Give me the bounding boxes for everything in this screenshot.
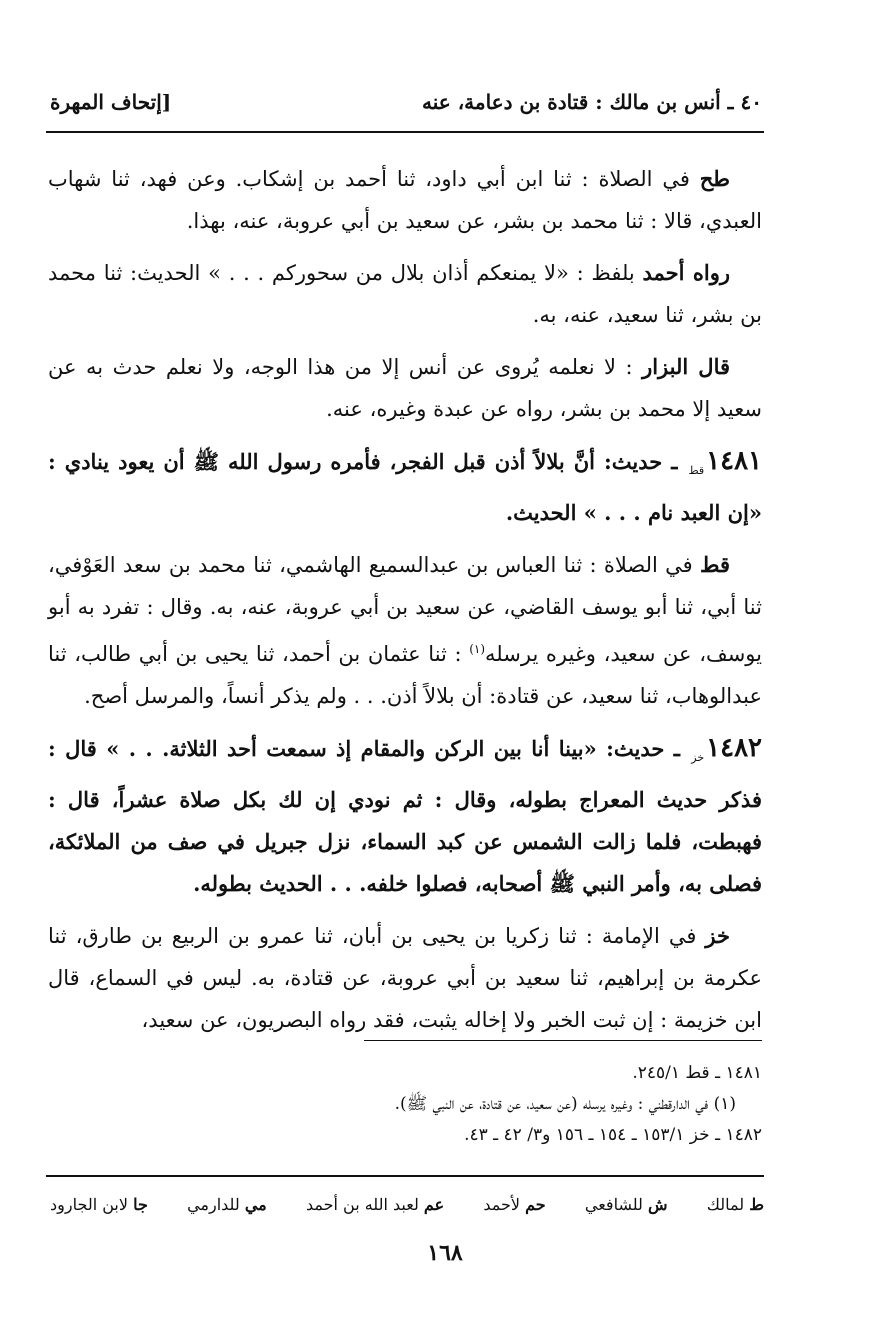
abbreviation-item: ط لمالك [706,1194,764,1214]
running-header [50,86,762,118]
paragraph-text: في الإمامة : ثنا زكريا بن يحيى بن أبان، ثنا عمرو بن الربيع بن طارق، ثنا عكرمة بن إبراهيم، ثنا سعيد بن أبي عروبة، عن قتادة، به. ليس في السماع، قال ابن خزيمة : إن ثبت الخبر ولا إخاله يثبت، فقد رواه البصريون، عن سعيد، [48,924,762,1033]
paragraph-ahmad [48,252,762,336]
footnote-reference[interactable]: (١) [469,642,486,657]
footnote-line: ١٤٨١ ـ قط ٢٤٥/١. [632,1063,762,1083]
paragraph-daraqutni [48,544,762,717]
header-divider [46,131,764,133]
footnote-line: (١) في الدارقطني : وغيره يرسله (عن سعيد، عن قتادة، عن النبي ﷺ). [394,1094,736,1114]
header-book-title: [إتحاف المهرة [50,90,172,114]
hadith-number: ١٤٨٢ [706,733,762,764]
source-code: طح [699,166,730,191]
abbreviation-item: ش للشافعي [584,1194,668,1214]
source-code: رواه أحمد [642,260,730,285]
abbreviations-key [50,1188,764,1220]
paragraph-text: بلفظ : «لا يمنعكم أذان بلال من سحوركم . . . » الحديث: ثنا محمد بن بشر، ثنا سعيد، عنه، به. [48,261,762,327]
abbreviation-item: مي للدارمي [187,1194,267,1214]
abbreviations-divider [46,1175,764,1177]
paragraph-text: : لا نعلمه يُروى عن أنس إلا من هذا الوجه، ولا نعلم حدث به عن سعيد إلا محمد بن بشر، رواه عن عبدة وغيره، عنه. [48,355,762,421]
paragraph-tahawi [48,158,762,242]
footnote-divider [364,1040,762,1041]
paragraph-bazzar [48,346,762,430]
paragraph-text: في الصلاة : ثنا ابن أبي داود، ثنا أحمد بن إشكاب. وعن فهد، ثنا شهاب العبدي، قالا : ثنا محمد بن بشر، عن سعيد بن أبي عروبة، عنه، بهذا. [48,167,762,233]
source-code: خز [705,923,730,949]
header-chapter-title: ٤٠ ـ أنس بن مالك : قتادة بن دعامة، عنه [422,90,762,114]
hadith-1481 [48,440,762,534]
paragraph-text: في الصلاة : ثنا العباس بن عبدالسميع الهاشمي، ثنا محمد بن سعد العَوْفي، ثنا أبي، ثنا أبو يوسف القاضي، عن سعيد بن أبي عروبة، عنه، به. وقال : تفرد به أبو يوسف، عن سعيد، وغيره يرسله [48,553,762,667]
hadith-text: ـ حديث: أنَّ بلالاً أذن قبل الفجر، فأمره رسول الله ﷺ أن يعود ينادي : «إن العبد نام . . . » الحديث. [48,449,762,526]
abbreviation-item: عم لعبد الله بن أحمد [305,1194,445,1214]
hadith-text: ـ حديث: «بينا أنا بين الركن والمقام إذ سمعت أحد الثلاثة. . . » قال : فذكر حديث المعراج بطوله، وقال : ثم نودي إن لك بكل صلاة عشراً، قال : فهبطت، فلما زالت الشمس عن كبد السماء، نزل جبريل في صف من الملائكة، فصلى به، وأمر النبي ﷺ أصحابه، فصلوا خلفه. . . الحديث بطوله. [48,736,762,897]
main-text [48,158,762,1051]
footnote-line: ١٤٨٢ ـ خز ١٥٣/١ ـ ١٥٤ ـ ١٥٦ و٣/ ٤٢ ـ ٤٣. [464,1125,762,1145]
page-number: ١٦٨ [427,1240,463,1266]
hadith-source-tag: قط [688,464,705,478]
source-code: قط [700,552,730,578]
hadith-source-tag: خز [691,751,705,765]
hadith-1482 [48,727,762,905]
source-code: قال البزار [642,354,731,379]
abbreviation-item: حم لأحمد [483,1194,546,1214]
footnotes [48,1058,762,1151]
hadith-number: ١٤٨١ [706,446,762,476]
abbreviation-item: جا لابن الجارود [50,1194,148,1214]
paragraph-ibn-khuzayma [48,915,762,1041]
paragraph-text: : ثنا عثمان بن أحمد، ثنا يحيى بن أبي طالب، ثنا عبدالوهاب، ثنا سعيد، عن قتادة: أن بلالاً أذن. . . ولم يذكر أنساً، والمرسل أصح. [48,642,762,709]
